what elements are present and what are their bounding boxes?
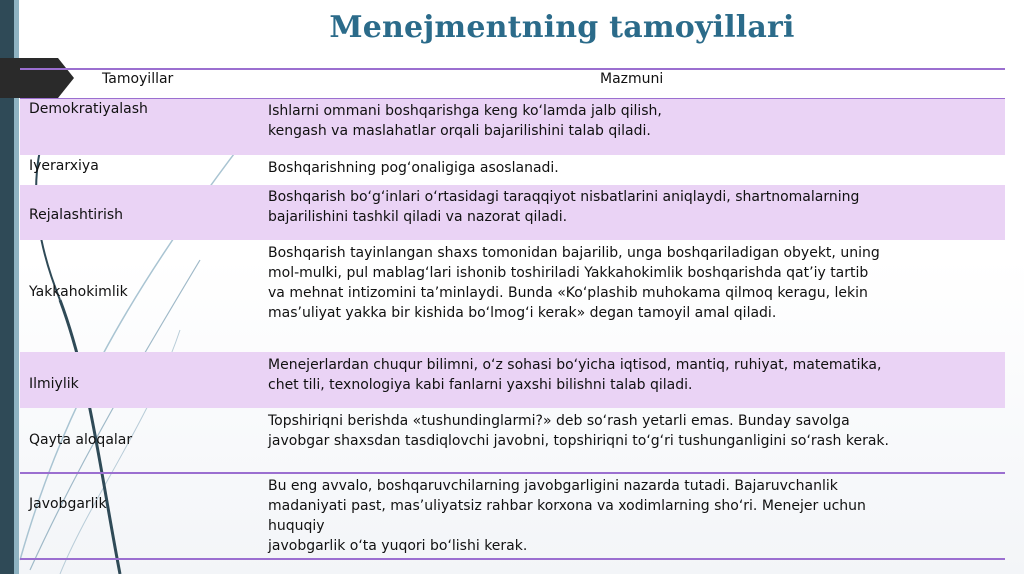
description-line: bajarilishini tashkil qiladi va nazorat qiladi. <box>268 209 568 225</box>
description-line: va mehnat intizomini ta’minlaydi. Bunda «Ko‘plashib muhokama qilmoq keragu, lekin <box>268 285 868 301</box>
principle-description <box>268 355 1003 395</box>
principle-description <box>268 187 1003 227</box>
principle-name: Demokratiyalash <box>29 101 148 117</box>
description-line: Menejerlardan chuqur bilimni, o‘z sohasi bo‘yicha iqtisod, mantiq, ruhiyat, matematika, <box>268 357 882 373</box>
principle-name: Yakkahokimlik <box>29 284 128 300</box>
table-bottom-border <box>20 558 1005 560</box>
description-line: mol-mulki, pul mablag‘lari ishonib toshiriladi Yakkahokimlik boshqarishda qat’iy tartib <box>268 265 869 281</box>
principle-name: Iyerarxiya <box>29 158 99 174</box>
description-line: mas’uliyat yakka bir kishida bo‘lmog‘i kerak» degan tamoyil amal qiladi. <box>268 305 777 321</box>
principle-description <box>268 243 1003 323</box>
principle-description <box>268 101 1003 141</box>
table-top-border <box>20 68 1005 70</box>
principle-name: Javobgarlik <box>29 496 107 512</box>
principle-name: Rejalashtirish <box>29 207 124 223</box>
description-line: Boshqarish tayinlangan shaxs tomonidan bajarilib, unga boshqariladigan obyekt, uning <box>268 245 880 261</box>
principle-name: Qayta aloqalar <box>29 432 133 448</box>
description-line: Topshiriqni berishda «tushundinglarmi?» deb so‘rash yetarli emas. Bunday savolga <box>268 413 850 429</box>
description-line: javobgarlik o‘ta yuqori bo‘lishi kerak. <box>268 538 528 554</box>
description-line: Boshqarishning pog‘onaligiga asoslanadi. <box>268 160 559 176</box>
description-line: Ishlarni ommani boshqarishga keng ko‘lamda jalb qilish, <box>268 103 662 119</box>
principle-description <box>268 158 1003 178</box>
table-row <box>20 240 1005 352</box>
description-line: kengash va maslahatlar orqali bajarilishini talab qiladi. <box>268 123 651 139</box>
description-line: chet tili, texnologiya kabi fanlarni yaxshi bilishni talab qiladi. <box>268 377 693 393</box>
table-row <box>20 185 1005 240</box>
description-line: Bu eng avvalo, boshqaruvchilarning javobgarligini nazarda tutadi. Bajaruvchanlik <box>268 478 838 494</box>
description-line: madaniyati past, mas’uliyatsiz rahbar korxona va xodimlarning sho‘ri. Menejer uchun <box>268 498 866 514</box>
slide-title: Menejmentning tamoyillari <box>329 10 795 45</box>
description-line: huquqiy <box>268 518 325 534</box>
table-row <box>20 474 1005 558</box>
principle-description <box>268 411 1003 451</box>
principle-name: Ilmiylik <box>29 376 79 392</box>
table-row <box>20 352 1005 408</box>
description-line: Boshqarish bo‘g‘inlari o‘rtasidagi taraqqiyot nisbatlarini aniqlaydi, shartnomalarning <box>268 189 860 205</box>
table-row <box>20 155 1005 185</box>
table-row <box>20 408 1005 472</box>
header-col-content: Mazmuni <box>600 71 664 87</box>
header-col-principles: Tamoyillar <box>102 71 174 87</box>
description-line: javobgar shaxsdan tasdiqlovchi javobni, topshiriqni to‘g‘ri tushunganligini so‘rash kerak. <box>268 433 889 449</box>
table-row <box>20 99 1005 155</box>
principle-description <box>268 476 1003 556</box>
